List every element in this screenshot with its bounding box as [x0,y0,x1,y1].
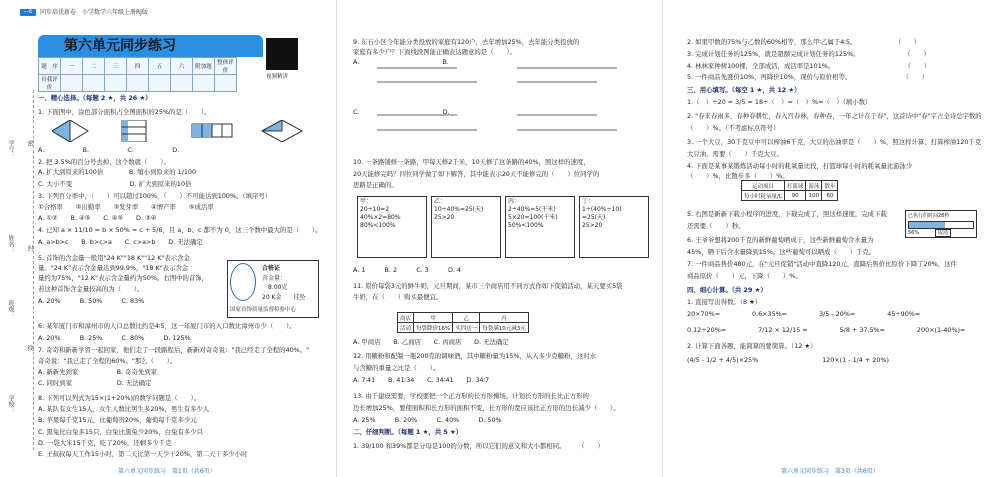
score-header-cell: 五 [149,58,171,75]
score-cell[interactable] [193,75,215,92]
score-cell[interactable] [127,75,149,92]
score-header-cell: 三 [105,58,127,75]
text-line: 2. 计算下面各题，能简算的要简算。（12 ★） [687,342,817,350]
text-line: 牛奶，在（ ）购买最便宜。 [353,293,443,301]
solution-box: 甲： 20÷10=2 40%×2=80% 80%<100% [357,196,427,258]
text-line: 7. 奇奇和新新学習一起回家，他们走了一段路程后，新新对奇奇说："我已经走了全程的40%。" [38,346,310,354]
score-header-cell: 附加题 [193,58,215,75]
score-header-cell: 题 序 [39,58,61,75]
text-line: 3. 一个大豆，30千克豆中可以榨油6千克，大豆的出油率是（ ）%，照这样计算，打算榨油120千克 [687,138,982,146]
cancel-button[interactable]: 取消 [935,229,951,237]
text-line: C. 同时到家 D. 无法确定 [38,379,152,387]
side-label-number: 学号： [7,140,14,158]
text-line: 量。"24 K"表示含金量达到99.9%，"18 K"表示含金 [38,264,189,272]
score-header-cell: 四 [127,58,149,75]
solution-box: 丁： 1÷(40%÷10) =25(天) 25>20 [579,196,649,258]
text-line: A. 1 B. 2 C. 3 D. 4 [353,266,462,274]
text-line: （ ）%，比散步多（ ）%。 [687,172,789,180]
text-line: C. 黑兔比白兔多15只，白兔比黑兔少20%，白兔有多少只 [38,428,204,436]
text-line: A. ①② B. ④⑤ C. ④⑤ D. ③④ [38,214,157,222]
text-line: 二、仔细判断。（每题 1 ★，共 5 ★） [353,428,463,436]
side-mark-seal: 密 [26,140,33,146]
text-line: （ ）%。（不考虑标点符号） [687,124,780,132]
table-cell: 90 [784,191,806,201]
score-header-cell: 六 [171,58,193,75]
text-line: 5. 一件商品先涨价10%，再降价10%，现价与原价相等。 （ ） [687,73,929,81]
promo-table [397,312,529,333]
text-line: 1. 下面图中，涂色部分面积占全图面积的25%的是（ ）。 [38,108,211,116]
text-line: A. 7∶41 B. 41∶34 C. 34∶41 D. 34∶7 [353,376,490,384]
score-label-cell: 自我评价 [39,75,61,92]
cert-title: 合格证 [262,265,281,272]
download-title: 已执行的时间28秒 [908,213,950,219]
q1-figures [52,120,322,142]
text-line: 一、精心选择。（每题 2 ★，共 26 ★） [38,94,152,102]
oxygen-table [741,180,838,201]
page-footer-3: 第六单元同步练习 第3页（共6页） [781,468,879,475]
text-line: 奇奇说："我已走了全程的60%。"那么（ ）。 [38,357,177,365]
text-line: 0.12÷20%= 7/12 × 12/15 = 5/8 + 37.5%= 200×(1-40%)= [687,326,966,334]
text-line: 13. 由于建设需要，学校要把一个正方形的长方形操场。计划长方形的长比正方形的 [353,392,589,400]
text-line: A. 新新先到家 B. 奇奇先到家 [38,368,158,376]
table-header-cell: 乙 [453,313,480,323]
table-header-cell: 打篮球 [784,181,806,191]
score-cell[interactable] [105,75,127,92]
text-line: A. 20% B. 25% C. 80% D. 125% [38,334,191,342]
text-line: 还需要（ ）秒。 [687,222,745,230]
table-cell: 每小时耗氧量/L [742,191,785,201]
text-line: 2. 把 3.5%的百分号去掉，这个数就（ ）。 [38,158,170,166]
figure-a [52,120,88,142]
pendant-icon [230,263,256,301]
table-cell: 每袋满10元减3元 [480,323,529,333]
cert-row-1: 含金量： [262,275,287,282]
page-title: 第六单元同步练习 [64,38,176,54]
text-line: 1. 直接写出得数。（8 ★） [687,298,762,306]
text-line: 10. 一条路铺修一条路，甲每天修2千米，10天修了这条路的40%，照这样的速度， [353,158,590,166]
text-line: A. 25% B. 20% C. 40% D. 50% [353,416,502,424]
text-line: 三、用心填写。（每空 1 ★，共 12 ★） [687,86,801,94]
page-1 [0,0,336,477]
table-cell: 每袋降价16% [414,323,453,333]
table-header-cell: 散步 [822,181,838,191]
text-line: 5. 右图是新新下载小程序的进度，下载完成了，照这样速度，完成下载 [687,210,887,218]
qr-code [266,38,298,70]
page-2 [336,0,663,477]
page-header: 同步培优新卷 小学数学六年级上册RJ版 [40,9,148,16]
figure-b [122,120,146,142]
text-line: 1. 39/100 和39%都是分母是100的分数，所以它们的意义和大小都相同。 （ ） [353,442,604,450]
text-line: 11. 原价每袋3元的鲜牛奶，元旦期间，某市三个商店用不同方式作如下促销活动，某天要买5袋 [353,282,623,290]
text-line: 20×70%= 0.6×35%= 3/5 - 20%= 45÷90%= [687,310,921,318]
score-header-cell: 一 [61,58,83,75]
text-line: A. a>b>c B. b>c>a C. c>a>b D. 无法确定 [38,238,203,246]
page-tag: —6 [20,9,36,16]
table-cell: 100 [806,191,822,201]
text-line: 商品原价（ ）元，下降（ ）%。 [687,272,802,280]
text-line: ①合格率 ②出勤率 ③发芽率 ④增产率 ⑤成活率 [38,203,214,211]
text-line: 边长增加25%，要使面积和长方形的面积不变，长方形的宽应该比正方形的边长减少（ ）。 [353,404,620,412]
text-line: D. 一袋大米15千克，吃了20%，还剩多少千克 [38,439,172,447]
figure-c [192,124,232,137]
text-line: A. 20% B. 50% C. 83% [38,297,145,305]
score-cell[interactable] [215,75,237,92]
text-line: 4. 下面是某事某锻炼活动每小时的耗氧量比较，打篮球每小时的耗氧量比游泳少 [687,162,913,170]
side-label-school: 学校： [7,395,14,413]
text-line: 3. 完成计划任务的125%，就是超额完成计划任务的125%。 （ ） [687,50,930,58]
text-line: A. 扩大到原来的100倍 B. 缩小到原来的 1/100 [38,168,197,176]
table-header-cell: 甲 [414,313,453,323]
cert-foot: 国家首饰质量监督检验中心 [230,307,297,313]
text-line: 12. 用糖粉和配制一瓶200克的调味酒，其中糖粉量为15%，从入多少克糖粉，这时水 [353,352,597,360]
page-3 [662,0,1000,477]
text-line: 6. 某年厦门市和漳州市的人口总数比约是4∶5，这一年厦门市的人口数比漳州市少（ ）。 [38,322,296,330]
text-line: A. 甲商店 B. 乙商店 C. 丙商店 D. 无法确定 [353,338,509,346]
text-line: 若这种首饰含金量较高的为（ ）。 [38,285,144,293]
text-line: 1.（ ）÷20 = 3/5 = 18÷（ ）=（ ）%=（ ）（填小数） [687,98,872,106]
text-line: 大豆油，需要（ ）千克大豆。 [687,150,783,158]
text-line: 4. 已知 a × 11/10 = b × 50% = c ÷ 5/6，且 a、b、c 都不为 0，这三个数中最大的是（ ）。 [38,226,322,234]
text-line: (4/5 - 1/2 + 4/5)×25% 120×(1 - 1/4 + 20%) [687,356,889,364]
score-cell[interactable] [61,75,83,92]
side-mark-line: 线 [26,345,33,351]
text-line: 2. 如果甲数的75%与乙数的60%相等，那么甲∶乙属于4∶5。 （ ） [687,38,921,46]
table-header-cell: 游泳 [806,181,822,191]
text-line: 45%，晒干后含水量降到15%。这些葡萄可以晒成（ ）千克。 [687,248,876,256]
certificate [227,260,319,318]
text-line: 8. 下列可以列式为15×(1+20%)的数学问题是（ ）。 [38,394,201,402]
table-cell: 60 [822,191,838,201]
table-header-cell: 运动项目 [742,181,785,191]
table-cell: 活动 [398,323,414,333]
text-line: C. D. [353,108,450,116]
score-table [38,57,237,92]
text-line: E. 王叔叔每天工作15小时，第二天比第一天少干20%，第二天干多少小时 [38,450,248,458]
text-line: 3. 下列百分率中，（ ）可以超过100%，（ ）不可能达到100%。（填序号） [38,192,272,200]
text-line: 四、细心计算。（共 29 ★） [687,286,767,294]
download-percent: 56% [908,230,920,236]
text-line: 5. 首饰的含金量一般用"24 K""18 K""12 K"表示含金 [38,254,190,262]
download-widget [905,210,977,238]
text-line: 7. 一件商品售价480元，在"元旦促销"活动中直降120元，直降后售价比原价下降了20%，这件 [687,260,957,268]
score-cell[interactable] [149,75,171,92]
table-header-cell: 丙 [480,313,529,323]
solution-box: 丙： 2÷40%=5(千米) 5×20=100(千米) 50%<100% [505,196,575,258]
text-line: C. 大小不变 D. 扩大到原来的10倍 [38,180,192,188]
score-header-cell: 二 [83,58,105,75]
page-footer: 第六单元同步练习 第1页（共6页） [118,468,216,475]
progress-bar [908,221,974,229]
qr-caption: 视频精讲 [266,74,289,80]
table-header-cell: 商店 [398,313,414,323]
text-line: 9. 东石小区今年能分类投放的家庭有120户，去年增加25%，去年能分类投放的 [353,38,580,46]
cert-row-3: 20 K金 挂坠 [262,294,306,301]
text-line: A. B. C. D. [38,146,180,154]
side-mark-seal-2: 封 [26,245,33,251]
text-line: 20天能修完吗？四位同学做了如下解答，其中能表示20天不能修完的（ ）位同学的 [353,170,600,178]
figure-d [262,120,302,142]
side-label-name: 姓名： [7,235,14,253]
text-line: 4. 林林家种树100棵，全部成活，成活率是101%。 （ ） [687,62,931,70]
segment-diagrams [367,60,647,150]
cert-row-2: 8.00克 [268,284,288,291]
text-line: A. 某队有女生15人，女生人数比男生多20%，男生有多少人 [38,405,210,413]
score-cell[interactable] [171,75,193,92]
text-line: 家庭有多少户？下面线段图能正确表达题意的是（ ）。 [353,48,516,56]
score-header-cell: 整体评价 [215,58,237,75]
text-line: 思路是正确的。 [353,181,398,189]
text-line: 2. "春来春雨多，春种春耕忙，春入宫春林，春种春，一年之计在于春"，这首诗中"春"字占全诗总字数的 [687,112,982,120]
text-line: B. 苹果每千克15元，比葡萄贵20%，葡萄每千克多少元 [38,416,197,424]
text-line: 6. 王爷爷想将200千克的新鲜葡萄晒成干，这些新鲜葡萄含水量为 [687,236,874,244]
text-line: 与含糖的重量之比是（ ）。 [353,364,440,372]
solution-box: 乙： 10÷40%=25(天) 25>20 [431,196,501,258]
text-line: A. B. [353,58,449,66]
side-label-class: 班级： [7,300,14,318]
score-cell[interactable] [83,75,105,92]
text-line: 量约为75%，"12 K"表示含金量约为50%。右图中的首饰， [38,274,209,282]
table-cell: 买四送一 [453,323,480,333]
